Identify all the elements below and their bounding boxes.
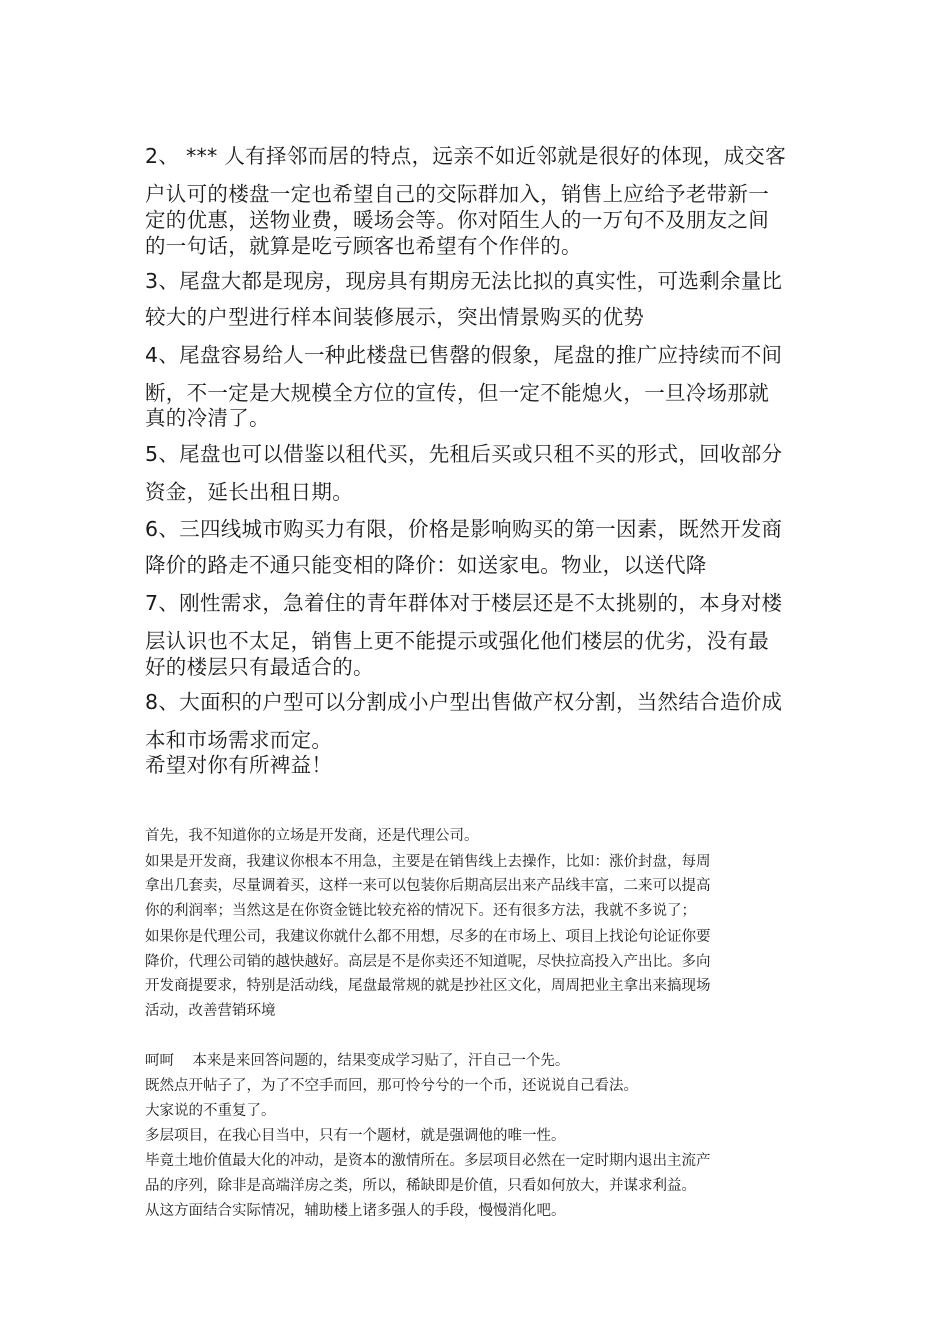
paragraph-line: 3、尾盘大都是现房，现房具有期房无法比拟的真实性，可选剩余量比 <box>145 269 783 293</box>
paragraph-line: 8、大面积的户型可以分割成小户型出售做产权分割，当然结合造价成 <box>145 690 783 714</box>
paragraph-line: 降价的路走不通只能变相的降价：如送家电。物业，以送代降 <box>145 553 707 577</box>
paragraph-line: 资金，延长出租日期。 <box>145 480 353 504</box>
paragraph-line: 活动，改善营销环境 <box>145 1003 276 1019</box>
paragraph-line: 品的序列，除非是高端洋房之类，所以，稀缺即是价值，只看如何放大，并谋求利益。 <box>145 1178 696 1194</box>
paragraph-line: 既然点开帖子了，为了不空手而回，那可怜兮兮的一个币，还说说自己看法。 <box>145 1078 638 1094</box>
paragraph-line: 本和市场需求而定。 <box>145 728 333 752</box>
paragraph-line: 开发商提要求，特别是活动线，尾盘最常规的就是抄社区文化，周周把业主拿出来搞现场 <box>145 978 711 994</box>
paragraph-line: 定的优惠，送物业费，暖场会等。你对陌生人的一万句不及朋友之间 <box>145 208 769 232</box>
closing-line: 希望对你有所裨益！ <box>145 753 333 777</box>
paragraph-line: 从这方面结合实际情况，辅助楼上诸多强人的手段，慢慢消化吧。 <box>145 1203 566 1219</box>
paragraph-line: 大家说的不重复了。 <box>145 1103 276 1119</box>
paragraph-line: 6、三四线城市购买力有限，价格是影响购买的第一因素，既然开发商 <box>145 517 783 541</box>
paragraph-line: 户认可的楼盘一定也希望自己的交际群加入，销售上应给予老带新一 <box>145 182 769 206</box>
paragraph-line: 首先，我不知道你的立场是开发商，还是代理公司。 <box>145 828 479 844</box>
paragraph-line: 好的楼层只有最适合的。 <box>145 655 374 679</box>
paragraph-line: 如果是开发商，我建议你根本不用急，主要是在销售线上去操作，比如：涨价封盘，每周 <box>145 854 711 870</box>
paragraph-line: 2、 *** 人有择邻而居的特点，远亲不如近邻就是很好的体现，成交客 <box>145 144 787 168</box>
paragraph-line: 的一句话，就算是吃亏顾客也希望有个作伴的。 <box>145 234 582 258</box>
paragraph-line: 呵呵 本来是来回答问题的，结果变成学习贴了，汗自己一个先。 <box>145 1053 570 1069</box>
paragraph-line: 多层项目，在我心目当中，只有一个题材，就是强调他的唯一性。 <box>145 1128 566 1144</box>
paragraph-line: 降价，代理公司销的越快越好。高层是不是你卖还不知道呢，尽快拉高投入产出比。多向 <box>145 954 711 970</box>
paragraph-line: 7、刚性需求，急着住的青年群体对于楼层还是不太挑剔的，本身对楼 <box>145 591 783 615</box>
paragraph-line: 5、尾盘也可以借鉴以租代买，先租后买或只租不买的形式，回收部分 <box>145 442 783 466</box>
paragraph-line: 如果你是代理公司，我建议你就什么都不用想，尽多的在市场上、项目上找论句论证你要 <box>145 929 711 945</box>
paragraph-line: 断，不一定是大规模全方位的宣传，但一定不能熄火，一旦冷场那就 <box>145 381 769 405</box>
paragraph-line: 4、尾盘容易给人一种此楼盘已售罄的假象，尾盘的推广应持续而不间 <box>145 343 783 367</box>
paragraph-line: 层认识也不太足，销售上更不能提示或强化他们楼层的优劣，没有最 <box>145 629 769 653</box>
paragraph-line: 你的利润率；当然这是在你资金链比较充裕的情况下。还有很多方法，我就不多说了； <box>145 903 696 919</box>
paragraph-line: 拿出几套卖，尽量调着买，这样一来可以包装你后期高层出来产品线丰富，二来可以提高 <box>145 878 711 894</box>
paragraph-line: 较大的户型进行样本间装修展示，突出情景购买的优势 <box>145 305 645 329</box>
paragraph-line: 毕竟土地价值最大化的冲动，是资本的激情所在。多层项目必然在一定时期内退出主流产 <box>145 1153 711 1169</box>
paragraph-line: 真的冷清了。 <box>145 406 270 430</box>
